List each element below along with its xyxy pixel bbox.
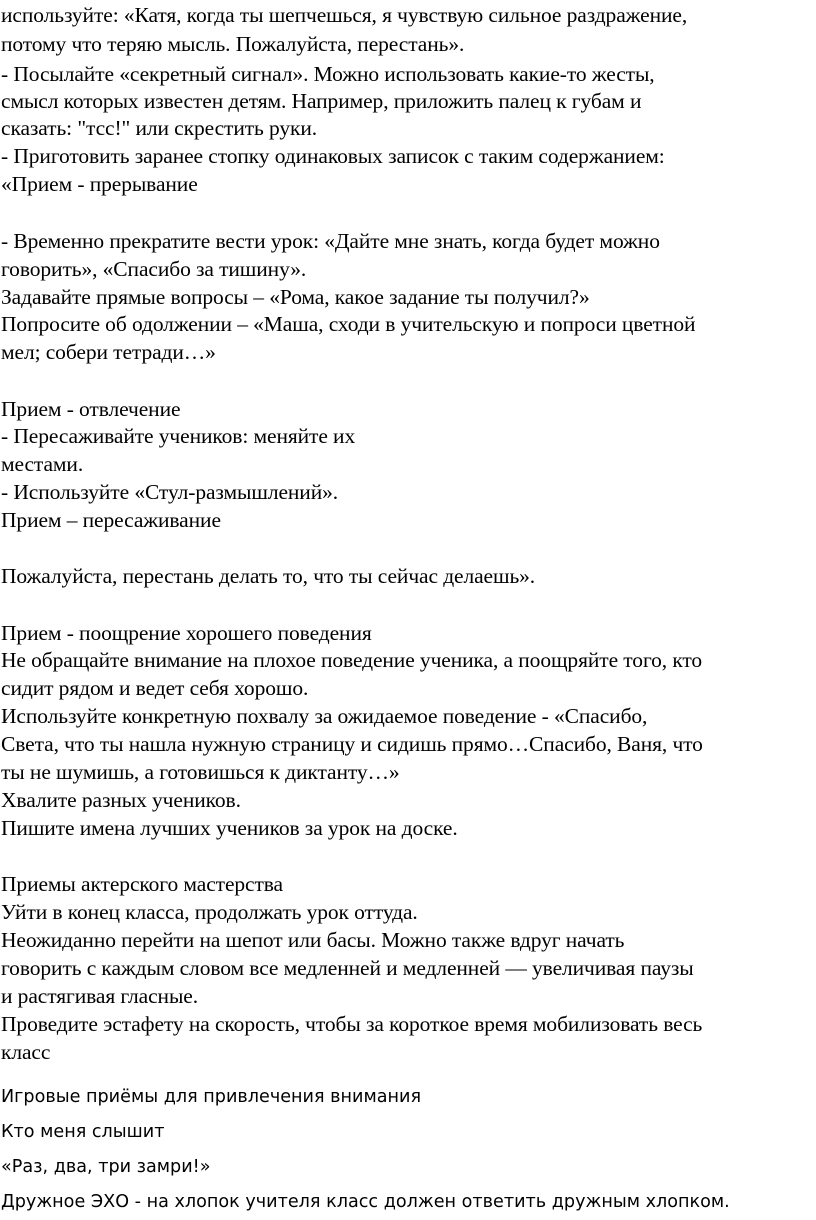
- text-line: - Пересаживайте учеников: меняйте их: [1, 424, 356, 448]
- text-line: Уйти в конец класса, продолжать урок оттуда.: [1, 900, 418, 924]
- text-line: потому что теряю мысль. Пожалуйста, перестань».: [1, 32, 465, 56]
- text-line: говорить», «Спасибо за тишину».: [1, 257, 307, 281]
- text-line: Проведите эстафету на скорость, чтобы за короткое время мобилизовать весь: [1, 1012, 703, 1036]
- text-line: мел; собери тетради…»: [1, 340, 216, 364]
- text-line: и растягивая гласные.: [1, 984, 199, 1008]
- text-line: сказать: "тсс!" или скрестить руки.: [1, 116, 318, 140]
- text-line: Пожалуйста, перестань делать то, что ты сейчас делаешь».: [1, 564, 536, 588]
- text-line: Света, что ты нашла нужную страницу и сидишь прямо…Спасибо, Ваня, что: [1, 732, 703, 756]
- text-line: Кто меня слышит: [1, 1122, 165, 1142]
- text-line: Используйте конкретную похвалу за ожидаемое поведение - «Спасибо,: [1, 704, 648, 728]
- text-line: класс: [1, 1040, 51, 1064]
- text-line: - Временно прекратите вести урок: «Дайте мне знать, когда будет можно: [1, 229, 660, 253]
- text-line: Попросите об одолжении – «Маша, сходи в учительскую и попроси цветной: [1, 312, 696, 336]
- text-line: Прием - поощрение хорошего поведения: [1, 621, 372, 645]
- text-line: Неожиданно перейти на шепот или басы. Можно также вдруг начать: [1, 928, 625, 952]
- text-line: Пишите имена лучших учеников за урок на доске.: [1, 816, 458, 840]
- text-line: сидит рядом и ведет себя хорошо.: [1, 676, 309, 700]
- section-heading: Игровые приёмы для привлечения внимания: [1, 1087, 422, 1107]
- text-line: используйте: «Катя, когда ты шепчешься, я чувствую сильное раздражение,: [1, 3, 688, 27]
- text-line: Задавайте прямые вопросы – «Рома, какое задание ты получил?»: [1, 285, 590, 309]
- text-line: говорить с каждым словом все медленней и медленней — увеличивая паузы: [1, 956, 694, 980]
- text-line: «Прием - прерывание: [1, 172, 198, 196]
- text-line: Не обращайте внимание на плохое поведение ученика, а поощряйте того, кто: [1, 648, 703, 672]
- text-line: смысл которых известен детям. Например, приложить палец к губам и: [1, 89, 642, 113]
- text-line: Приемы актерского мастерства: [1, 872, 283, 896]
- text-line: Дружное ЭХО - на хлопок учителя класс должен ответить дружным хлопком.: [1, 1192, 730, 1212]
- text-line: Хвалите разных учеников.: [1, 788, 241, 812]
- text-line: Прием - отвлечение: [1, 397, 181, 421]
- text-line: Прием – пересаживание: [1, 508, 221, 532]
- text-line: «Раз, два, три замри!»: [1, 1157, 211, 1177]
- text-line: - Используйте «Стул-размышлений».: [1, 480, 339, 504]
- text-line: - Приготовить заранее стопку одинаковых записок с таким содержанием:: [1, 144, 665, 168]
- text-line: ты не шумишь, а готовишься к диктанту…»: [1, 760, 400, 784]
- text-line: - Посылайте «секретный сигнал». Можно использовать какие-то жесты,: [1, 62, 655, 86]
- text-line: местами.: [1, 452, 84, 476]
